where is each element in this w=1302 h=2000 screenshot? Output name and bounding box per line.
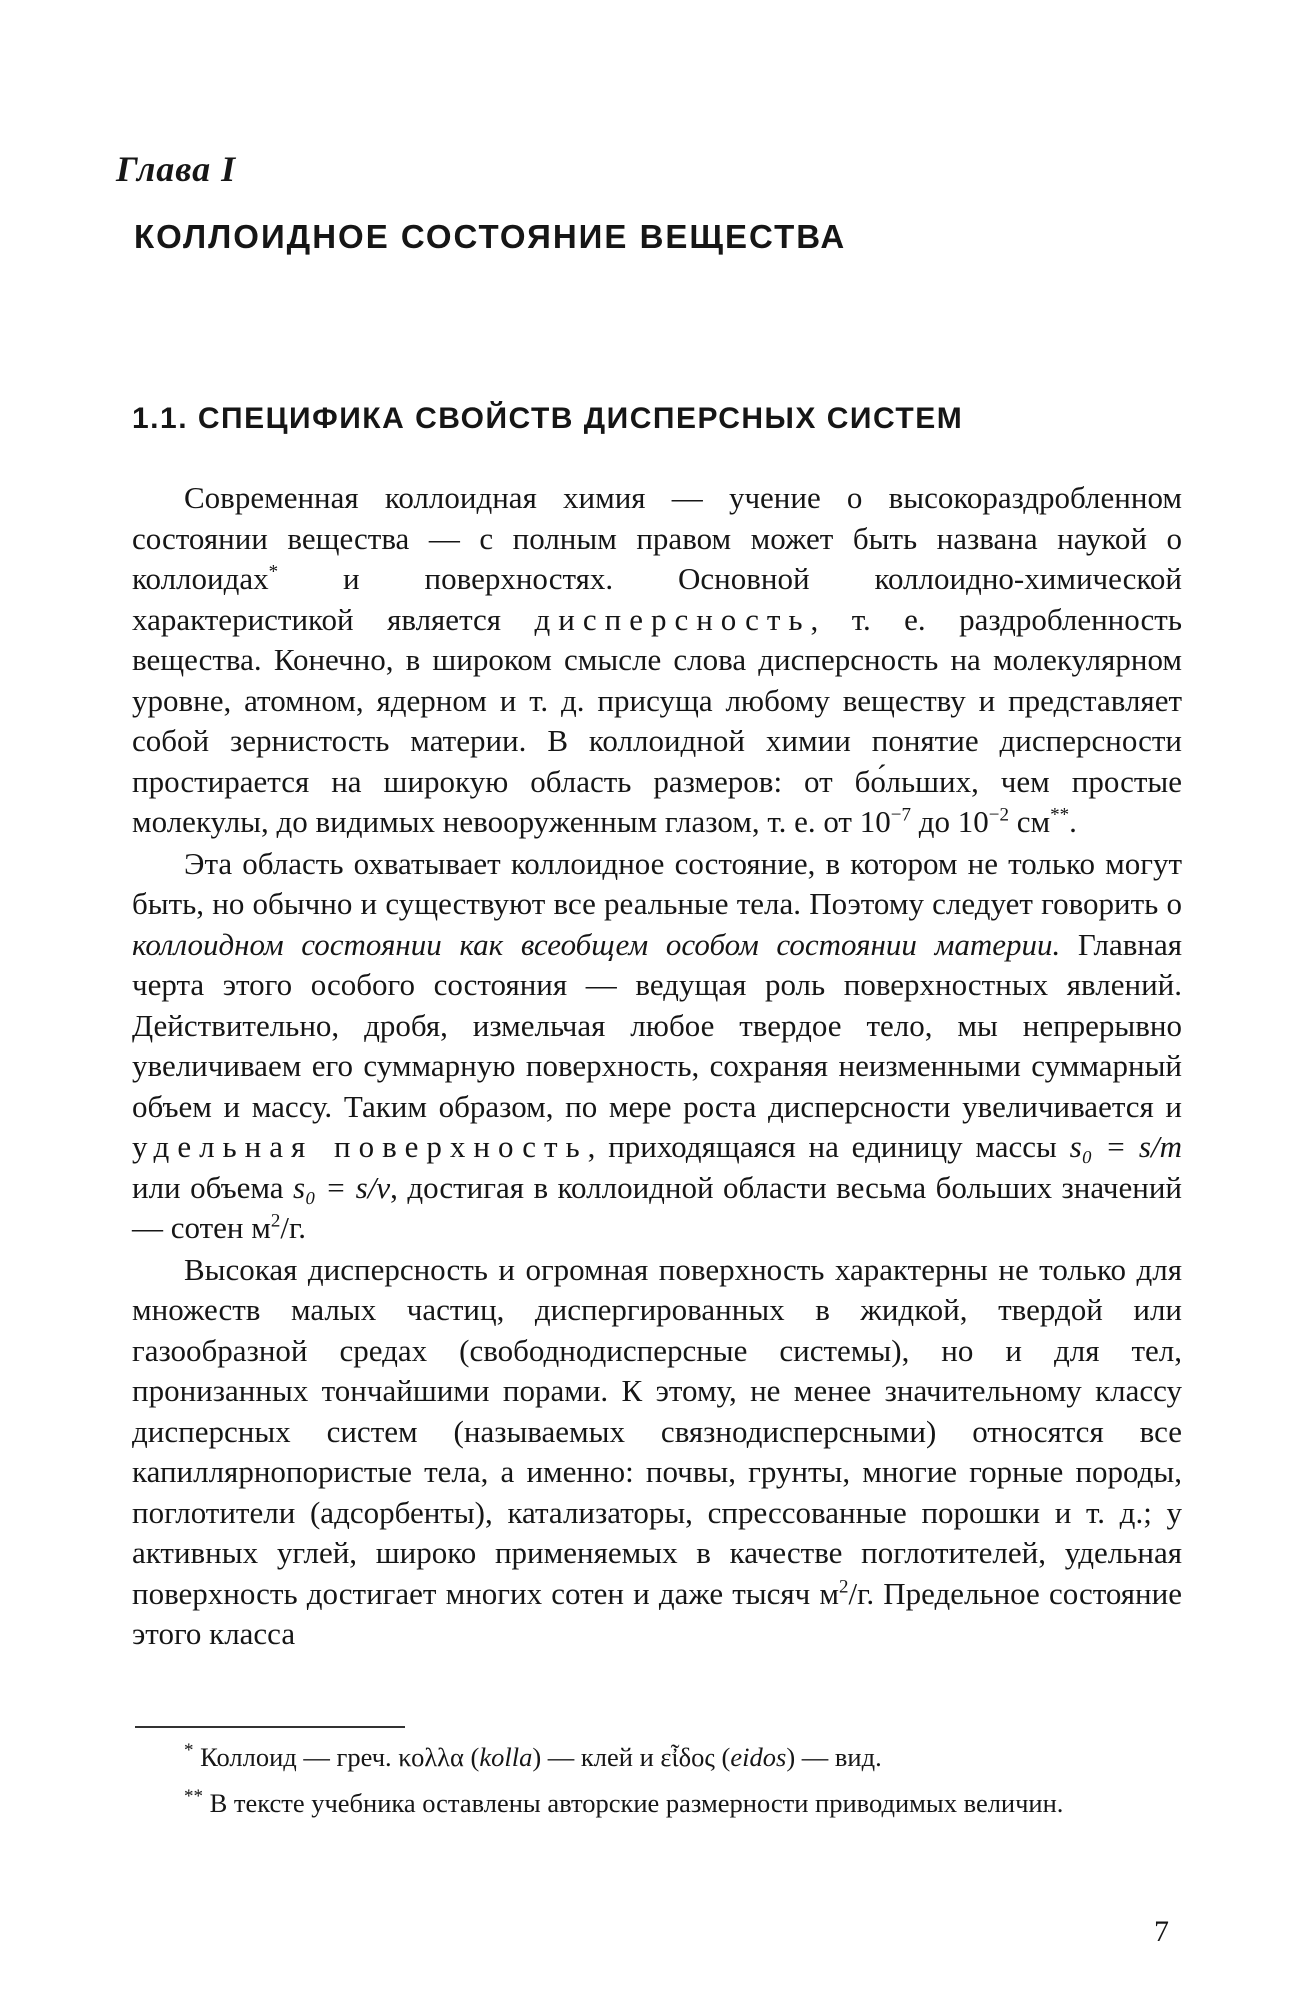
paragraph-1: Современная коллоидная химия — учение о высокораздробленном состоянии вещества — с полным правом может быть названа наукой о коллоидах* и поверхностях. Основной коллоидно-химической характеристикой является дисперсность, т. е. раздробленность вещества. Конечно, в широком смысле слова дисперсность на молекулярном уровне, атомном, ядерном и т. д. присуща любому веществу и представляет собой зернистость материи. В коллоидной химии понятие дисперсности простирается на широкую область размеров: от бо́льших, чем простые молекулы, до видимых невооруженным глазом, т. е. от $10^{-7}$ до $10^{-2}$ см**. [132, 480, 1182, 839]
chapter-title: КОЛЛОИДНОЕ СОСТОЯНИЕ ВЕЩЕСТВА [134, 218, 847, 255]
footnote-2: ** В тексте учебника оставлены авторские размерности приводимых величин. [184, 1786, 1064, 1818]
term-specific-surface: удельная поверхность [132, 1129, 588, 1164]
chapter-label: Глава I [116, 149, 237, 189]
formula-volume: s₀ = s/v [293, 1169, 391, 1205]
body-text [132, 478, 1182, 1655]
formula-mass: s₀ = s/m [1069, 1129, 1182, 1164]
footnote-ref-2: ** [1050, 804, 1070, 826]
term-dispersity: дисперсность [534, 601, 811, 637]
section-heading: 1.1. СПЕЦИФИКА СВОЙСТВ ДИСПЕРСНЫХ СИСТЕМ [132, 402, 964, 435]
page-number: 7 [1154, 1915, 1169, 1948]
emphasis-colloid-state: коллоидном состоянии как всеобщем особом состоянии материи. [132, 926, 1061, 962]
paragraph-2: Эта область охватывает коллоидное состояние, в котором не только могут быть, но обычно и существуют все реальные тела. Поэтому следует говорить о коллоидном состоянии как всеобщем особом состоянии материи. Главная черта этого особого состояния — ведущая роль поверхностных явлений. Действительно, дробя, измельчая любое твердое тело, мы непрерывно увеличиваем его суммарную поверхность, сохраняя неизменными суммарный объем и массу. Таким образом, по мере роста дисперсности увеличивается и удельная поверхность, приходящаяся на единицу массы s₀ = s/m или объема s₀ = s/v, достигая в коллоидной области весьма больших значений — сотен $м^2/г$. [132, 845, 1182, 1245]
footnote-1: * Коллоид — греч. κολλα (kolla) — клей и εἶδος (eidos) — вид. [184, 1740, 882, 1772]
footnote-ref-1: * [268, 561, 279, 583]
footnotes [132, 1737, 1182, 1823]
footnote-divider [135, 1726, 405, 1728]
paragraph-3: Высокая дисперсность и огромная поверхность характерны не только для множеств малых частиц, диспергированных в жидкой, твердой или газообразной средах (свободнодисперсные системы), но и для тел, пронизанных тончайшими порами. К этому, не менее значительному классу дисперсных систем (называемых связнодисперсными) относятся все капиллярнопористые тела, а именно: почвы, грунты, многие горные породы, поглотители (адсорбенты), катализаторы, спрессованные порошки и т. д.; у активных углей, широко применяемых в качестве поглотителей, удельная поверхность достигает многих сотен и даже тысяч $м^2/г$. Предельное состояние этого класса [132, 1251, 1182, 1651]
